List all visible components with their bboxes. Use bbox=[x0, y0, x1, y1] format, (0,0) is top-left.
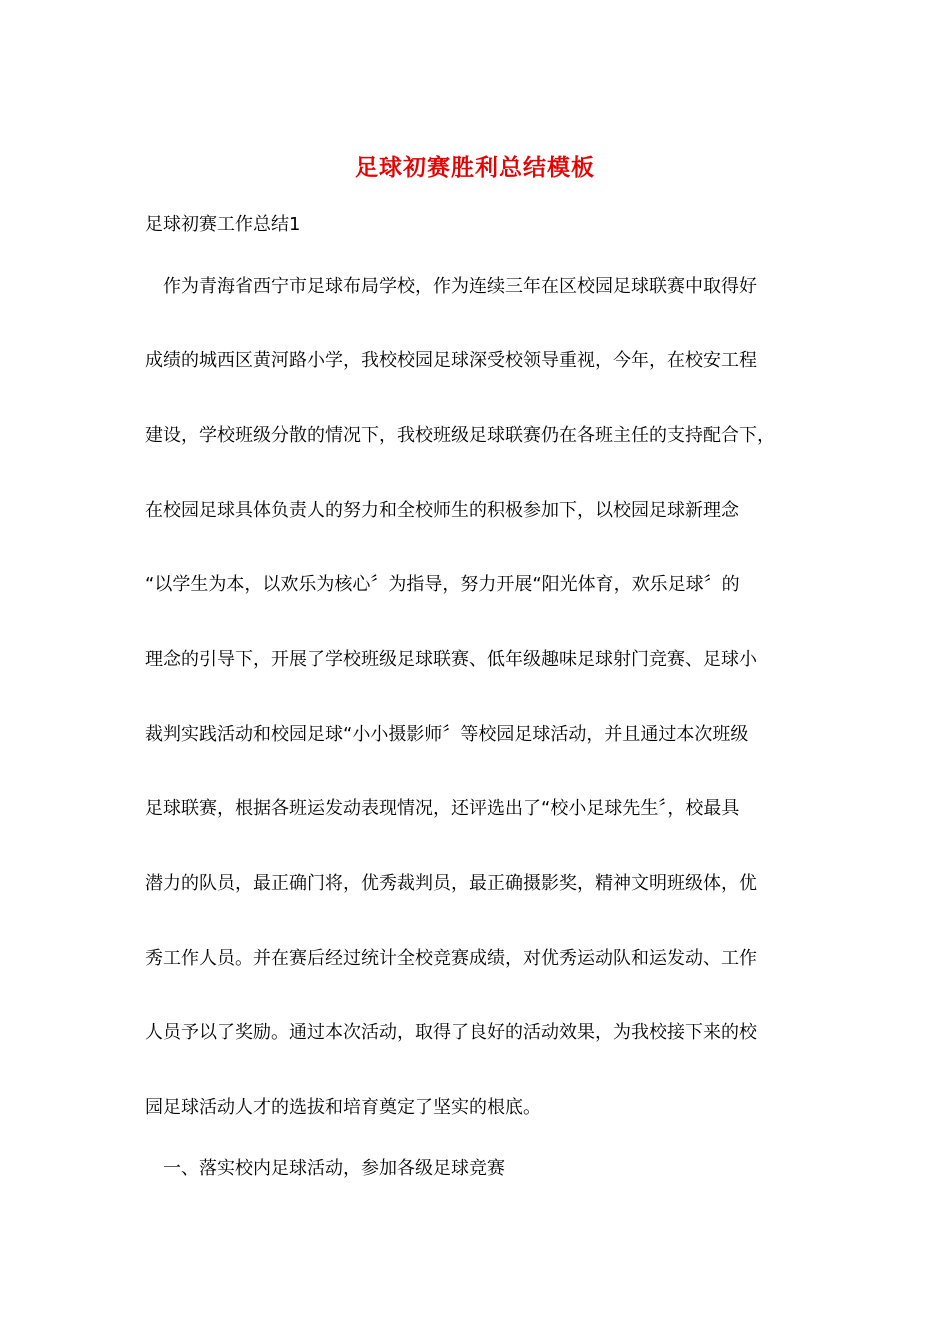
paragraph-line: 足球联赛，根据各班运发动表现情况，还评选出了“校小足球先生〞，校最具 bbox=[145, 798, 740, 819]
paragraph-line: 成绩的城西区黄河路小学，我校校园足球深受校领导重视，今年，在校安工程 bbox=[145, 350, 757, 371]
paragraph-line: 园足球活动人才的选拔和培育奠定了坚实的根底。 bbox=[145, 1097, 541, 1118]
paragraph-line: 秀工作人员。并在赛后经过统计全校竞赛成绩，对优秀运动队和运发动、工作 bbox=[145, 948, 757, 969]
paragraph-line: 人员予以了奖励。通过本次活动，取得了良好的活动效果，为我校接下来的校 bbox=[145, 1022, 757, 1043]
paragraph-line: 潜力的队员，最正确门将，优秀裁判员，最正确摄影奖，精神文明班级体，优 bbox=[145, 873, 757, 894]
paragraph-line: “以学生为本，以欢乐为核心〞为指导，努力开展“阳光体育，欢乐足球〞的 bbox=[145, 574, 740, 595]
document-subtitle: 足球初赛工作总结1 bbox=[145, 214, 301, 235]
section-heading: 一、落实校内足球活动，参加各级足球竞赛 bbox=[145, 1158, 505, 1179]
paragraph-line: 在校园足球具体负责人的努力和全校师生的积极参加下，以校园足球新理念 bbox=[145, 500, 739, 521]
paragraph-line: 建设，学校班级分散的情况下，我校班级足球联赛仍在各班主任的支持配合下， bbox=[145, 425, 775, 446]
paragraph-line: 理念的引导下，开展了学校班级足球联赛、低年级趣味足球射门竞赛、足球小 bbox=[145, 649, 757, 670]
paragraph-line: 作为青海省西宁市足球布局学校，作为连续三年在区校园足球联赛中取得好 bbox=[145, 276, 757, 297]
paragraph-line: 裁判实践活动和校园足球“小小摄影师〞等校园足球活动，并且通过本次班级 bbox=[145, 724, 749, 745]
document-title: 足球初赛胜利总结模板 bbox=[355, 154, 595, 181]
